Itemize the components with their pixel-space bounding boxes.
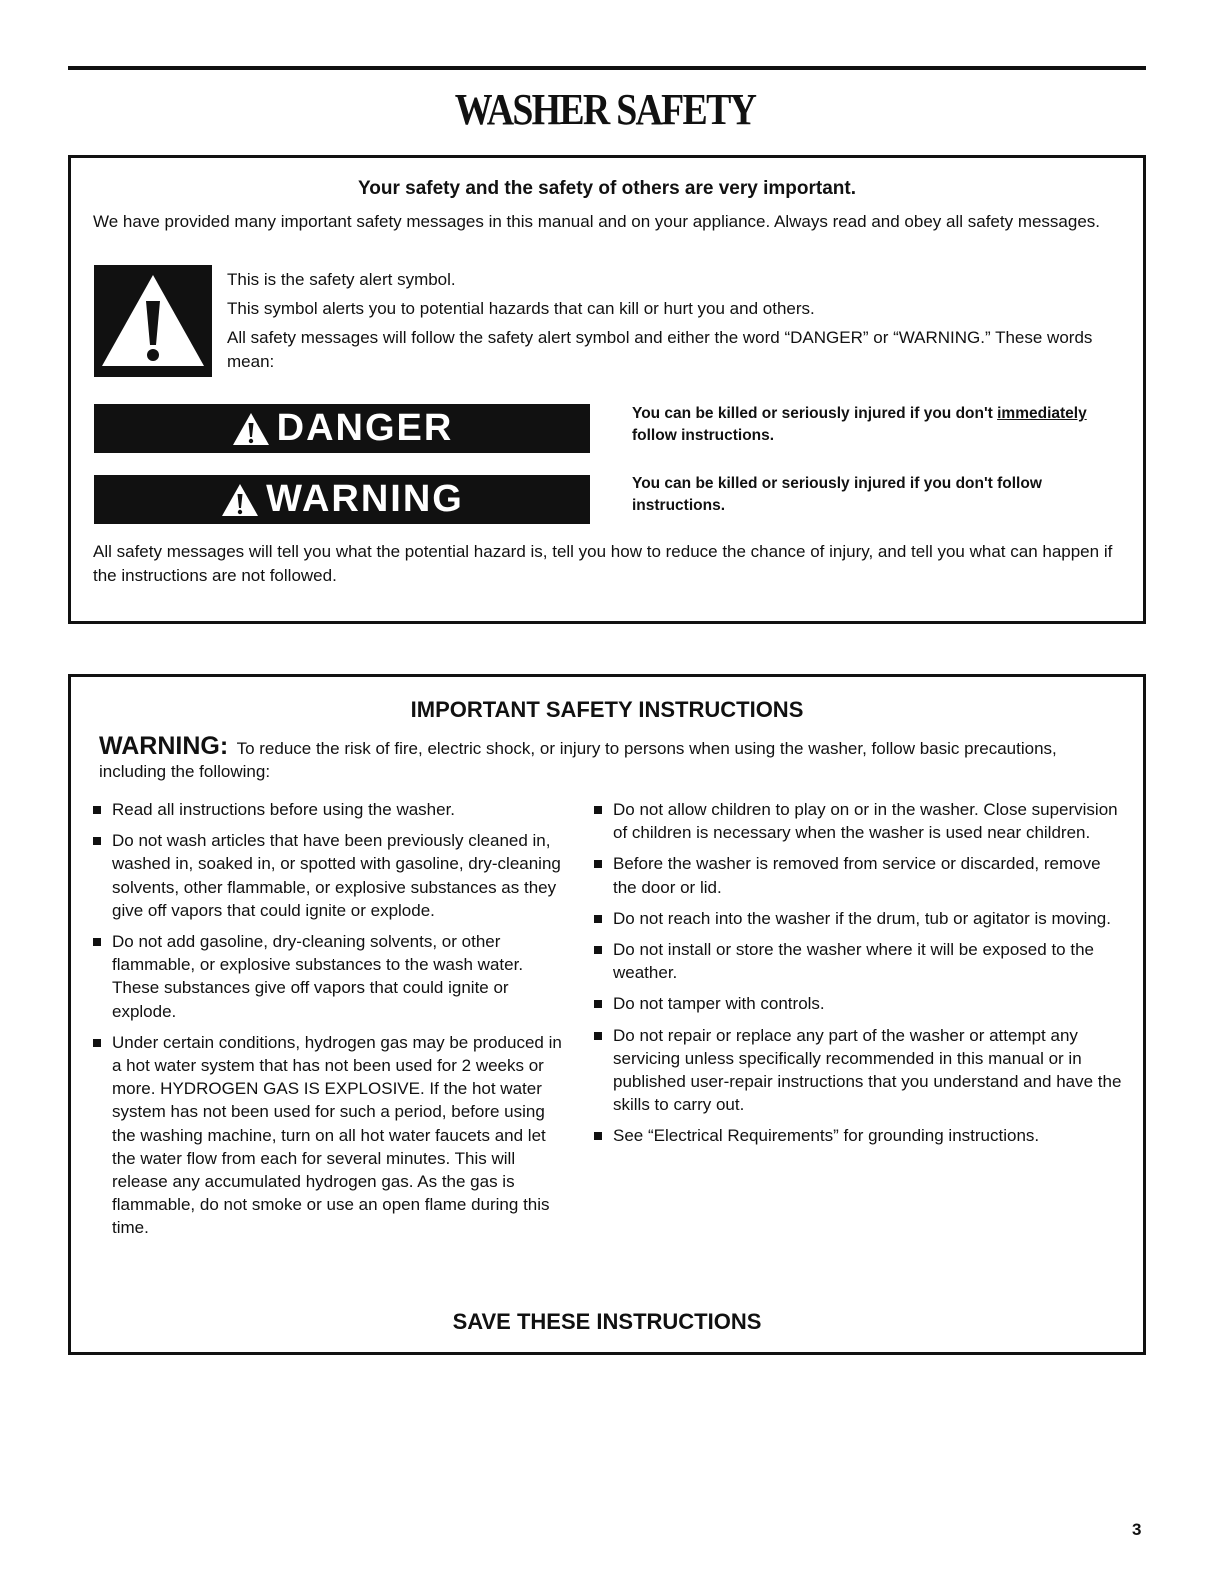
warning-alert-icon (220, 482, 260, 518)
safety-heading: Your safety and the safety of others are very important. (357, 178, 856, 199)
alert-line: All safety messages will follow the safety alert symbol and either the word “DANGER” or “WARNING.” These words mean: (227, 328, 1093, 371)
safety-alert-triangle-icon (94, 265, 212, 377)
warning-label: WARNING (266, 478, 464, 520)
bullet-icon (93, 806, 101, 814)
safety-outro: All safety messages will tell you what the potential hazard is, tell you how to reduce the chance of injury, and tell you what can happen if the instructions are not followed. (93, 542, 1113, 585)
list-item: Do not allow children to play on or in the washer. Close supervision of children is necessary when the washer is used near children. (594, 798, 1124, 844)
danger-label: DANGER (276, 407, 454, 449)
alert-line: This symbol alerts you to potential hazards that can kill or hurt you and others. (227, 299, 815, 318)
bullet-icon (594, 1132, 602, 1140)
bullet-icon (93, 1039, 101, 1047)
list-item: Under certain conditions, hydrogen gas may be produced in a hot water system that has not been used for 2 weeks or more. HYDROGEN GAS IS EXPLOSIVE. If the hot water system has not been used for such a period, before using the washing machine, turn on all hot water faucets and let the water flow from each for several minutes. This will release any accumulated hydrogen gas. As the gas is flammable, do not smoke or use an open flame during this time. (93, 1031, 563, 1240)
bullet-icon (594, 1032, 602, 1040)
bullet-icon (594, 806, 602, 814)
list-item: Before the washer is removed from service or discarded, remove the door or lid. (594, 852, 1124, 898)
bullet-icon (594, 946, 602, 954)
list-item: Do not wash articles that have been previously cleaned in, washed in, soaked in, or spotted with gasoline, dry-cleaning solvents, other flammable, or explosive substances as they give off vapors that could ignite or explode. (93, 829, 563, 922)
safety-intro: We have provided many important safety messages in this manual and on your appliance. Always read and obey all safety messages. (93, 212, 1101, 231)
danger-alert-icon (231, 411, 271, 447)
list-item: Do not add gasoline, dry-cleaning solvents, or other flammable, or explosive substances to the wash water. These substances give off vapors that could ignite or explode. (93, 930, 563, 1023)
page-title: WASHER SAFETY (454, 85, 756, 134)
save-instructions-heading: SAVE THESE INSTRUCTIONS (452, 1309, 762, 1334)
page-number: 3 (1132, 1520, 1142, 1539)
instructions-left-column (93, 798, 563, 1248)
danger-description: You can be killed or seriously injured if you don't immediately follow instructions. (632, 405, 1087, 444)
list-item: Do not tamper with controls. (594, 992, 1124, 1015)
list-item: See “Electrical Requirements” for grounding instructions. (594, 1124, 1124, 1147)
instructions-right-column (594, 798, 1124, 1156)
bullet-icon (594, 860, 602, 868)
bullet-icon (594, 1000, 602, 1008)
bullet-icon (93, 938, 101, 946)
list-item: Read all instructions before using the washer. (93, 798, 563, 821)
list-item: Do not repair or replace any part of the washer or attempt any servicing unless specifically recommended in this manual or in published user-repair instructions that you understand and have the skills to carry out. (594, 1024, 1124, 1117)
bullet-icon (93, 837, 101, 845)
instructions-heading: IMPORTANT SAFETY INSTRUCTIONS (410, 697, 804, 722)
alert-symbol-explanation (227, 268, 1127, 379)
warning-description: You can be killed or seriously injured if you don't follow instructions. (632, 475, 1042, 514)
top-rule (68, 66, 1146, 70)
warning-intro (99, 732, 1119, 783)
danger-signal-bar (94, 404, 590, 453)
warning-text: To reduce the risk of fire, electric shock, or injury to persons when using the washer, follow basic precautions, including the following: (99, 739, 1057, 781)
warning-signal-bar (94, 475, 590, 524)
warning-word: WARNING: (99, 732, 229, 760)
important-safety-instructions-box (68, 674, 1146, 1355)
alert-line: This is the safety alert symbol. (227, 270, 456, 289)
safety-message-box (68, 155, 1146, 624)
list-item: Do not reach into the washer if the drum, tub or agitator is moving. (594, 907, 1124, 930)
bullet-icon (594, 915, 602, 923)
list-item: Do not install or store the washer where it will be exposed to the weather. (594, 938, 1124, 984)
